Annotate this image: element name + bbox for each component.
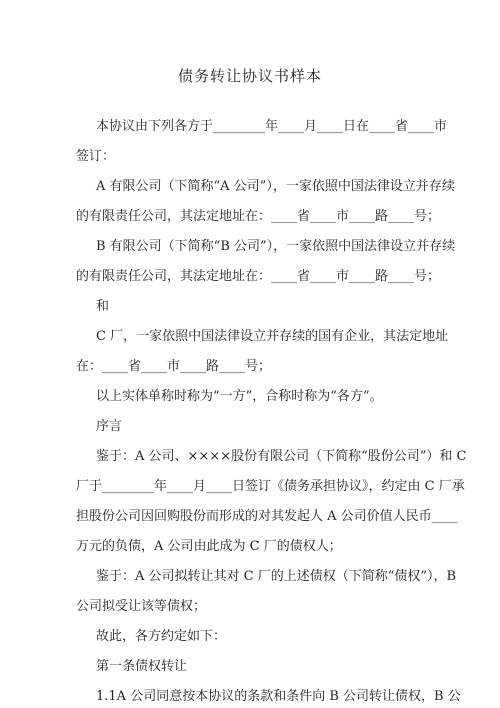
paragraph-line: 在：____省____市____路____号； (76, 359, 272, 374)
paragraph-line: C 厂，一家依照中国法律设立并存续的国有企业，其法定地址 (96, 329, 449, 344)
paragraph-line: 的有限责任公司，其法定地址在：____省____市____路____号； (76, 269, 441, 284)
paragraph-line: 签订： (76, 149, 116, 164)
paragraph-line: 担股份公司因回购股份而形成的对其发起人 A 公司价值人民币____ (76, 509, 458, 524)
paragraph-line: 故此，各方约定如下： (96, 629, 227, 644)
paragraph-line: A 有限公司（下简称“A 公司”），一家依照中国法律设立并存续 (96, 179, 455, 194)
document-body (76, 118, 467, 705)
paragraph-line: 本协议由下列各方于________年____月____日在____省____市 (96, 119, 448, 134)
paragraph-line: 和 (96, 299, 110, 314)
paragraph-line: 的有限责任公司，其法定地址在：____省____市____路____号； (76, 209, 441, 224)
paragraph-line: 鉴于：A 公司、××××股份有限公司（下简称“股份公司”）和 C (96, 449, 467, 464)
paragraph-line: 1.1A 公司同意按本协议的条款和条件向 B 公司转让债权，B 公 (96, 689, 461, 704)
paragraph-line: 鉴于：A 公司拟转让其对 C 厂的上述债权（下简称“债权”），B (96, 569, 457, 584)
section-heading: 序言 (96, 419, 123, 434)
paragraph-line: 万元的负债，A 公司由此成为 C 厂的债权人； (76, 539, 342, 554)
paragraph-line: 以上实体单称时称为“一方”，合称时称为“各方”。 (96, 389, 383, 404)
paragraph-line: B 有限公司（下简称“B 公司”），一家依照中国法律设立并存续 (96, 239, 456, 254)
paragraph-line: 公司拟受让该等债权； (76, 599, 207, 614)
document-title: 债务转让协议书样本 (177, 67, 322, 85)
paragraph-line: 厂于________年____月____日签订《债务承担协议》，约定由 C 厂承 (76, 479, 465, 494)
article-heading: 第一条债权转让 (96, 659, 188, 674)
